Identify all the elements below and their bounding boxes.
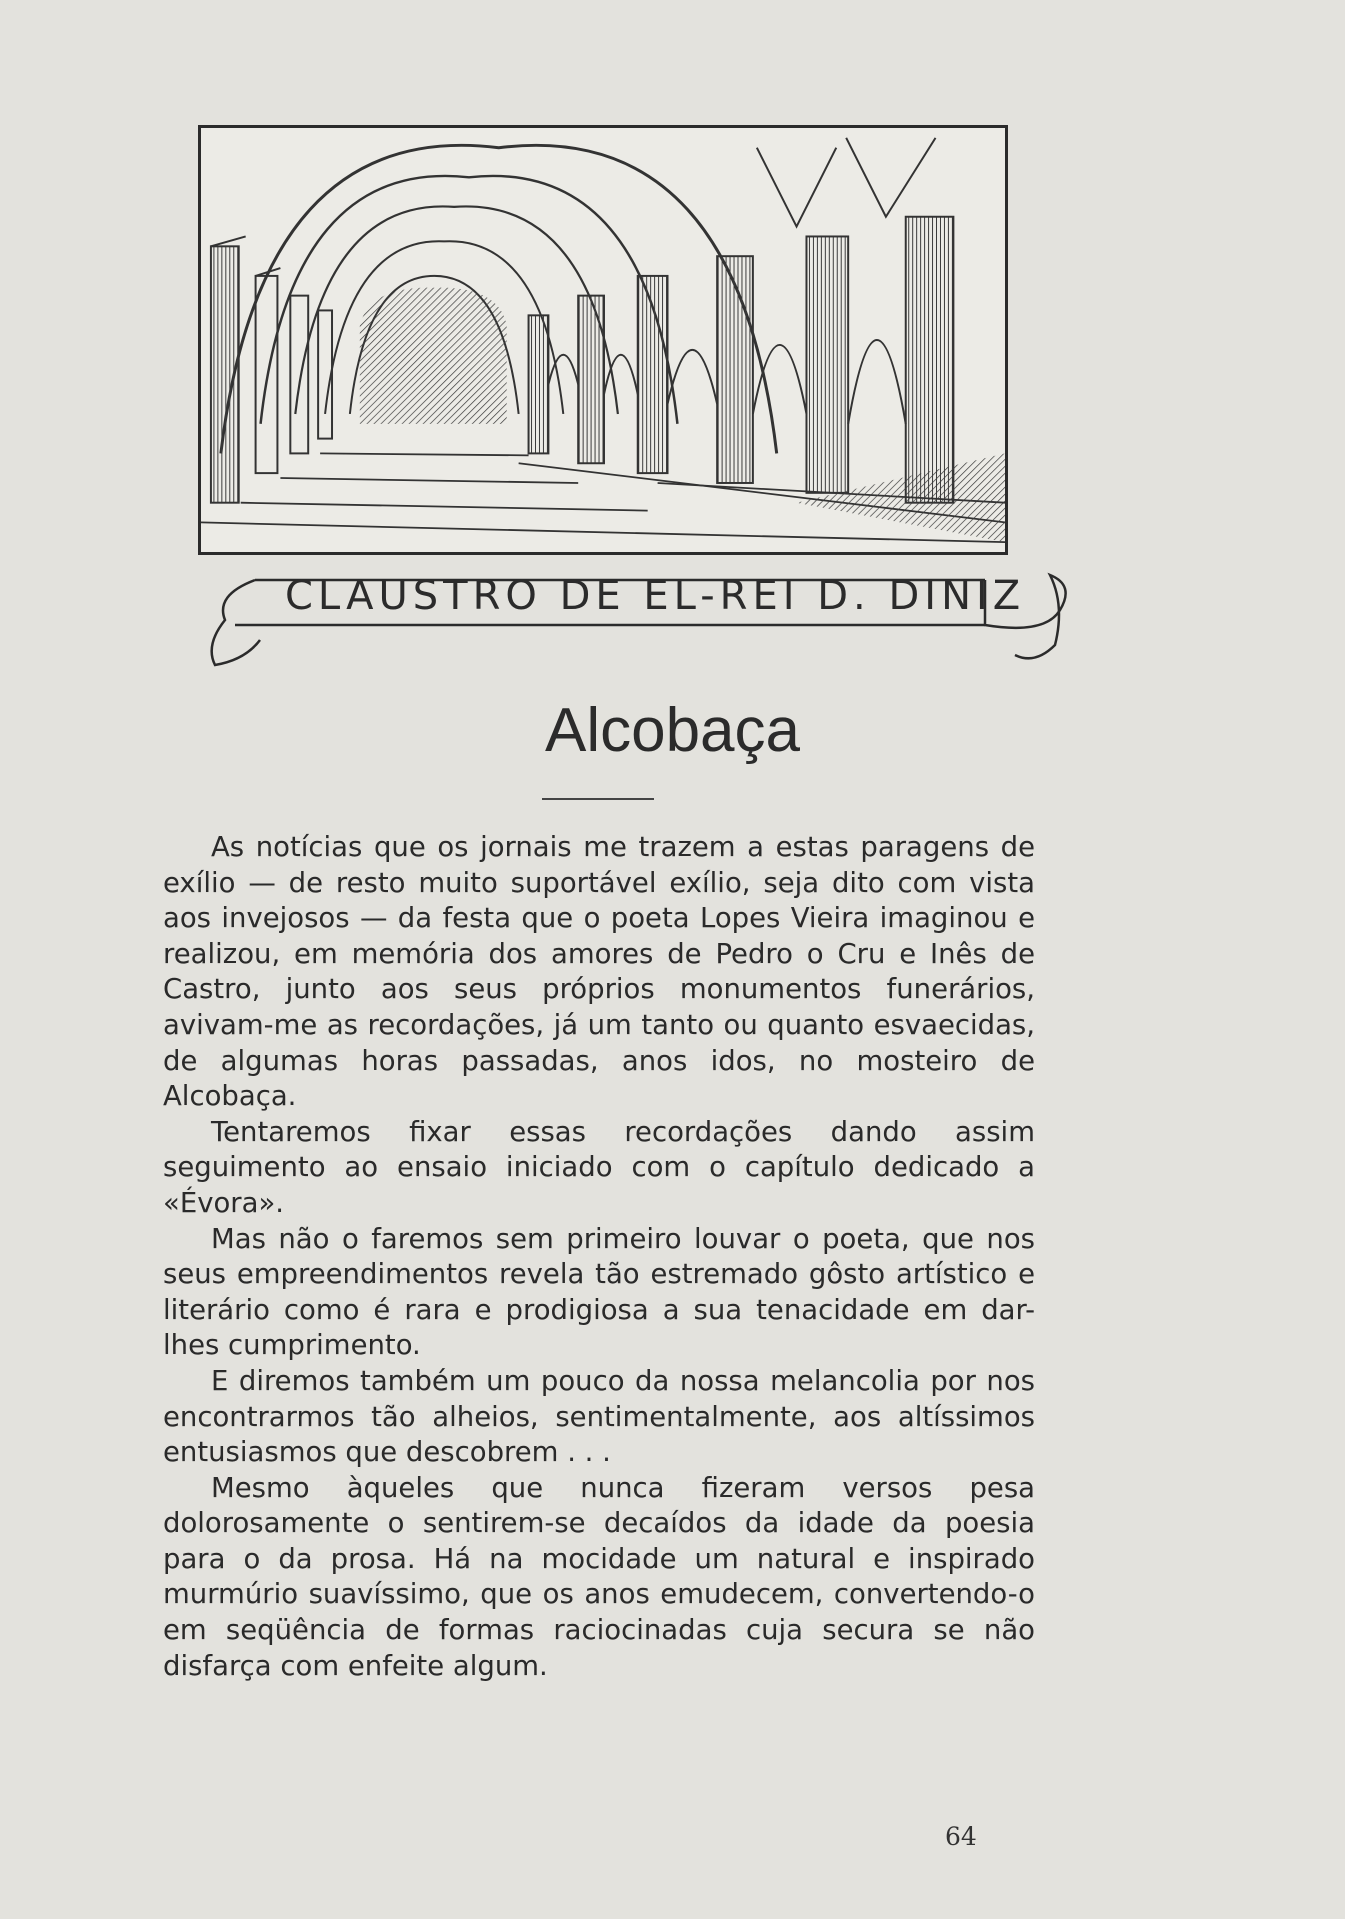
page-title: Alcobaça xyxy=(544,696,801,765)
cloister-illustration xyxy=(198,125,1008,555)
paragraph: Mesmo àqueles que nunca fizeram versos pesa dolorosamente o sentirem-se decaídos da idade da poesia para o da prosa. Há na mocidade um natural e inspirado murmúrio suavíssimo, que os anos emudecem, convertendo-o em seqüência de formas raciocinadas cuja secura se não disfarça com enfeite algum. xyxy=(163,1471,1035,1682)
illustration-caption: CLAUSTRO DE EL-REI D. DINIZ xyxy=(285,573,1026,619)
paragraph: As notícias que os jornais me trazem a estas paragens de exílio — de resto muito suportável exílio, seja dito com vista aos invejosos — da festa que o poeta Lopes Vieira imaginou e realizou, em memória dos amores de Pedro o Cru e Inês de Castro, junto aos seus próprios monumentos funerários, avivam-me as recordações, já um tanto ou quanto esvaecidas, de algumas horas passadas, anos idos, no mosteiro de Alcobaça. xyxy=(163,831,1035,1113)
title-divider xyxy=(542,798,654,800)
page-number: 64 xyxy=(945,1822,977,1851)
illustration-caption-banner xyxy=(205,565,1095,685)
body-text xyxy=(163,830,1035,1684)
paragraph: E diremos também um pouco da nossa melancolia por nos encontrarmos tão alheios, sentimentalmente, aos altíssimos entusiasmos que descobrem . . . xyxy=(163,1364,1035,1469)
paragraph: Mas não o faremos sem primeiro louvar o poeta, que nos seus empreendimentos revela tão estremado gôsto artístico e literário como é rara e prodigiosa a sua tenacidade em dar-lhes cumprimento. xyxy=(163,1222,1035,1362)
paragraph: Tentaremos fixar essas recordações dando assim seguimento ao ensaio iniciado com o capítulo dedicado a «Évora». xyxy=(163,1115,1035,1219)
